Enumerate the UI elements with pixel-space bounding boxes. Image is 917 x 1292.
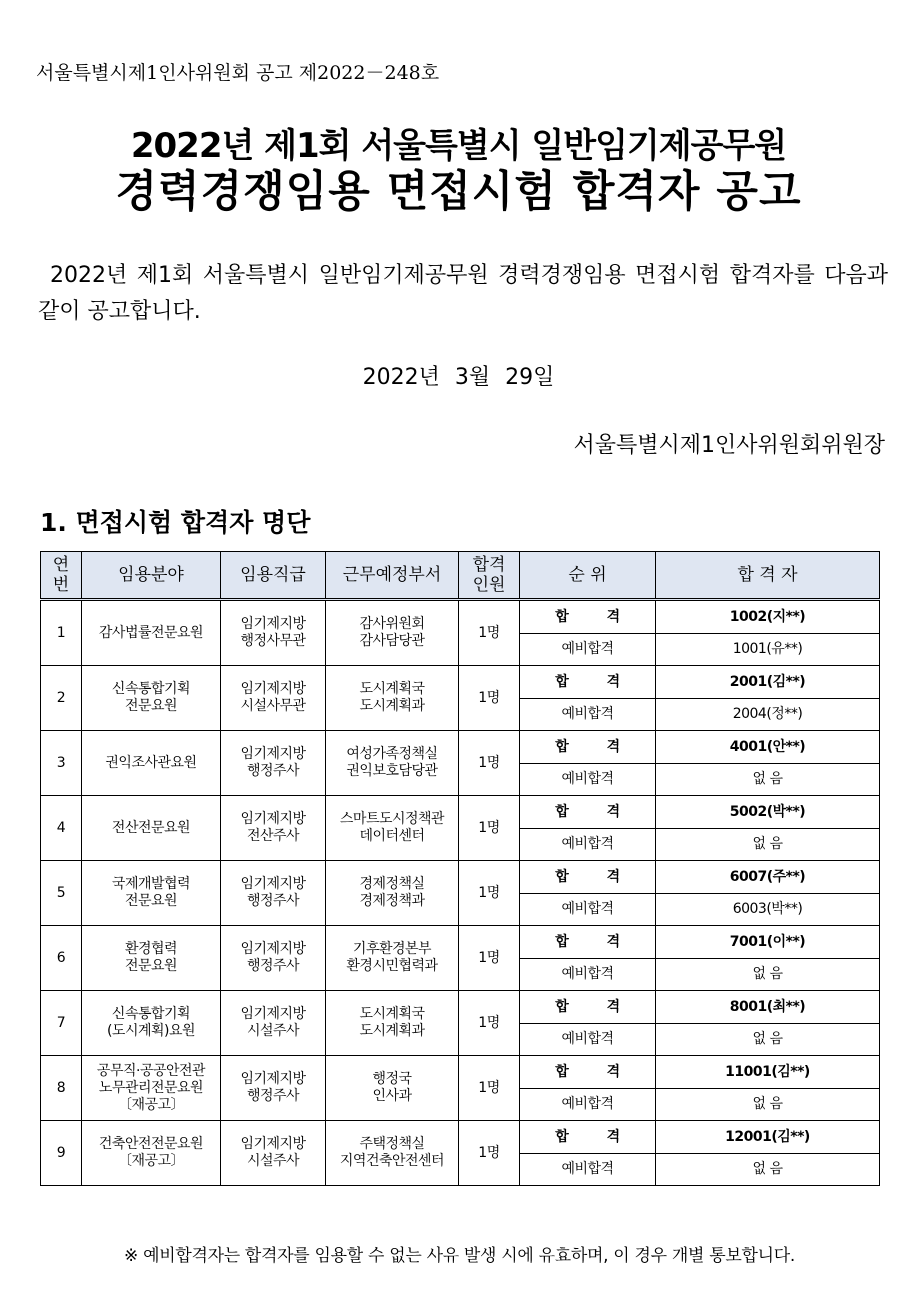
dept-line2: 도시계획과 bbox=[359, 1023, 425, 1039]
field-cell bbox=[82, 600, 221, 666]
table-row bbox=[41, 796, 880, 829]
grade-line2: 행정주사 bbox=[246, 1088, 300, 1104]
table-row bbox=[41, 991, 880, 1024]
dept-line1: 행정국 bbox=[372, 1071, 412, 1087]
count-cell: 1명 bbox=[459, 926, 520, 991]
dept-line1: 경제정책실 bbox=[359, 876, 425, 892]
table-row bbox=[41, 1121, 880, 1154]
field-cell bbox=[82, 926, 221, 991]
passer-name: 8001(최**) bbox=[656, 991, 880, 1024]
reannounce-tag: 〔재공고〕 bbox=[117, 1153, 185, 1169]
footnote: ※ 예비합격자는 합격자를 임용할 수 없는 사유 발생 시에 유효하며, 이 경우 개별 통보합니다. bbox=[124, 1246, 795, 1266]
dept-line2: 환경시민협력과 bbox=[346, 958, 438, 974]
dept-cell bbox=[326, 666, 459, 731]
dept-line2: 경제정책과 bbox=[359, 893, 425, 909]
dept-line2: 감사담당관 bbox=[359, 633, 425, 649]
rank-pass-label: 합 격 bbox=[520, 1056, 656, 1089]
field-cell bbox=[82, 861, 221, 926]
grade-line2: 행정주사 bbox=[246, 958, 300, 974]
passer-name: 2001(김**) bbox=[656, 666, 880, 699]
field-line2: 전문요원 bbox=[124, 958, 178, 974]
table-header-row bbox=[41, 552, 880, 600]
rank-reserve-label: 예비합격 bbox=[520, 894, 656, 926]
row-number: 7 bbox=[41, 991, 82, 1056]
passer-name: 1002(지**) bbox=[656, 600, 880, 634]
intro-paragraph: 2022년 제1회 서울특별시 일반임기제공무원 경력경쟁임용 면접시험 합격자를 다음과 같이 공고합니다. bbox=[38, 263, 888, 324]
rank-pass-label: 합 격 bbox=[520, 600, 656, 634]
rank-reserve-label: 예비합격 bbox=[520, 959, 656, 991]
dept-cell bbox=[326, 796, 459, 861]
grade-line1: 임기제지방 bbox=[240, 681, 306, 697]
grade-line1: 임기제지방 bbox=[240, 616, 306, 632]
field-line2: 전문요원 bbox=[124, 698, 178, 714]
field-line1: 감사법률전문요원 bbox=[98, 624, 204, 641]
rank-pass-label: 합 격 bbox=[520, 926, 656, 959]
grade-line2: 행정주사 bbox=[246, 893, 300, 909]
count-cell: 1명 bbox=[459, 731, 520, 796]
dept-line1: 스마트도시정책관 bbox=[339, 811, 445, 827]
row-number: 9 bbox=[41, 1121, 82, 1186]
dept-cell bbox=[326, 861, 459, 926]
field-cell bbox=[82, 796, 221, 861]
row-number: 8 bbox=[41, 1056, 82, 1121]
dept-line1: 도시계획국 bbox=[359, 681, 425, 697]
count-cell: 1명 bbox=[459, 1056, 520, 1121]
dept-line1: 여성가족정책실 bbox=[346, 746, 438, 762]
grade-line2: 시설사무관 bbox=[240, 698, 306, 714]
dept-line1: 도시계획국 bbox=[359, 1006, 425, 1022]
rank-pass-label: 합 격 bbox=[520, 731, 656, 764]
field-cell bbox=[82, 666, 221, 731]
passer-table bbox=[40, 551, 880, 1186]
reserve-name: 없 음 bbox=[656, 1089, 880, 1121]
reserve-name: 없 음 bbox=[656, 959, 880, 991]
count-cell: 1명 bbox=[459, 991, 520, 1056]
rank-reserve-label: 예비합격 bbox=[520, 1154, 656, 1186]
grade-line2: 행정사무관 bbox=[240, 633, 306, 649]
grade-cell bbox=[221, 1121, 326, 1186]
passer-name: 5002(박**) bbox=[656, 796, 880, 829]
table-row bbox=[41, 731, 880, 764]
field-line1: 전산전문요원 bbox=[111, 819, 191, 836]
dept-line1: 기후환경본부 bbox=[352, 941, 432, 957]
grade-line1: 임기제지방 bbox=[240, 746, 306, 762]
title-line-2: 경력경쟁임용 면접시험 합격자 공고 bbox=[115, 167, 802, 217]
count-cell: 1명 bbox=[459, 666, 520, 731]
table-row bbox=[41, 1056, 880, 1089]
dept-line2: 데이터센터 bbox=[359, 828, 425, 844]
table-row bbox=[41, 666, 880, 699]
field-line1: 권익조사관요원 bbox=[105, 754, 197, 771]
grade-line1: 임기제지방 bbox=[240, 811, 306, 827]
dept-cell bbox=[326, 991, 459, 1056]
rank-pass-label: 합 격 bbox=[520, 861, 656, 894]
field-line1: 신속통합기획 bbox=[111, 1006, 191, 1022]
field-cell bbox=[82, 1056, 221, 1121]
grade-line2: 시설주사 bbox=[246, 1153, 300, 1169]
header-rank: 순 위 bbox=[520, 552, 656, 600]
dept-cell bbox=[326, 731, 459, 796]
count-cell: 1명 bbox=[459, 1121, 520, 1186]
passer-name: 6007(주**) bbox=[656, 861, 880, 894]
grade-cell bbox=[221, 926, 326, 991]
reserve-name: 2004(정**) bbox=[656, 699, 880, 731]
table-row bbox=[41, 861, 880, 894]
grade-cell bbox=[221, 666, 326, 731]
count-cell: 1명 bbox=[459, 600, 520, 666]
count-cell: 1명 bbox=[459, 861, 520, 926]
field-line1: 국제개발협력 bbox=[111, 876, 191, 892]
grade-line1: 임기제지방 bbox=[240, 1071, 306, 1087]
header-dept: 근무예정부서 bbox=[326, 552, 459, 600]
row-number: 5 bbox=[41, 861, 82, 926]
grade-cell bbox=[221, 796, 326, 861]
field-line2: 노무관리전문요원 bbox=[98, 1079, 204, 1096]
field-line1: 건축안전전문요원 bbox=[98, 1136, 204, 1152]
grade-cell bbox=[221, 1056, 326, 1121]
dept-line2: 지역건축안전센터 bbox=[339, 1153, 445, 1169]
dept-line1: 주택정책실 bbox=[359, 1136, 425, 1152]
dept-cell bbox=[326, 1056, 459, 1121]
dept-cell bbox=[326, 926, 459, 991]
header-field: 임용분야 bbox=[82, 552, 221, 600]
header-grade: 임용직급 bbox=[221, 552, 326, 600]
header-count: 합격 인원 bbox=[459, 552, 520, 600]
reserve-name: 없 음 bbox=[656, 1154, 880, 1186]
field-line1: 환경협력 bbox=[124, 941, 178, 957]
reserve-name: 없 음 bbox=[656, 1024, 880, 1056]
reserve-name: 6003(박**) bbox=[656, 894, 880, 926]
table-row bbox=[41, 600, 880, 634]
rank-reserve-label: 예비합격 bbox=[520, 699, 656, 731]
reserve-name: 없 음 bbox=[656, 764, 880, 796]
grade-line2: 행정주사 bbox=[246, 763, 300, 779]
field-cell bbox=[82, 991, 221, 1056]
rank-pass-label: 합 격 bbox=[520, 796, 656, 829]
table-row bbox=[41, 926, 880, 959]
row-number: 1 bbox=[41, 600, 82, 666]
passer-name: 12001(김**) bbox=[656, 1121, 880, 1154]
dept-line2: 권익보호담당관 bbox=[346, 763, 438, 779]
dept-line1: 감사위원회 bbox=[359, 616, 425, 632]
rank-reserve-label: 예비합격 bbox=[520, 764, 656, 796]
grade-line1: 임기제지방 bbox=[240, 876, 306, 892]
notice-number: 서울특별시제1인사위원회 공고 제2022－248호 bbox=[36, 62, 440, 84]
header-no: 연 번 bbox=[41, 552, 82, 600]
grade-line2: 전산주사 bbox=[246, 828, 300, 844]
row-number: 3 bbox=[41, 731, 82, 796]
grade-cell bbox=[221, 731, 326, 796]
dept-line2: 도시계획과 bbox=[359, 698, 425, 714]
dept-line2: 인사과 bbox=[372, 1088, 412, 1104]
rank-reserve-label: 예비합격 bbox=[520, 634, 656, 666]
rank-pass-label: 합 격 bbox=[520, 666, 656, 699]
grade-line1: 임기제지방 bbox=[240, 941, 306, 957]
rank-reserve-label: 예비합격 bbox=[520, 1024, 656, 1056]
header-passer: 합 격 자 bbox=[656, 552, 880, 600]
grade-cell bbox=[221, 600, 326, 666]
grade-cell bbox=[221, 991, 326, 1056]
field-cell bbox=[82, 731, 221, 796]
reserve-name: 1001(유**) bbox=[656, 634, 880, 666]
rank-pass-label: 합 격 bbox=[520, 1121, 656, 1154]
field-line1: 공무직·공공안전관 bbox=[96, 1062, 206, 1079]
passer-name: 11001(김**) bbox=[656, 1056, 880, 1089]
grade-line1: 임기제지방 bbox=[240, 1006, 306, 1022]
grade-cell bbox=[221, 861, 326, 926]
row-number: 6 bbox=[41, 926, 82, 991]
grade-line1: 임기제지방 bbox=[240, 1136, 306, 1152]
passer-name: 4001(안**) bbox=[656, 731, 880, 764]
title-line-1: 2022년 제1회 서울특별시 일반임기제공무원 bbox=[130, 126, 787, 166]
row-number: 4 bbox=[41, 796, 82, 861]
rank-pass-label: 합 격 bbox=[520, 991, 656, 1024]
passer-name: 7001(이**) bbox=[656, 926, 880, 959]
count-cell: 1명 bbox=[459, 796, 520, 861]
field-cell bbox=[82, 1121, 221, 1186]
field-line2: (도시계획)요원 bbox=[106, 1023, 196, 1039]
section-title: 1. 면접시험 합격자 명단 bbox=[40, 508, 311, 537]
field-line1: 신속통합기획 bbox=[111, 681, 191, 697]
grade-line2: 시설주사 bbox=[246, 1023, 300, 1039]
rank-reserve-label: 예비합격 bbox=[520, 829, 656, 861]
field-line2: 전문요원 bbox=[124, 893, 178, 909]
reserve-name: 없 음 bbox=[656, 829, 880, 861]
issuer: 서울특별시제1인사위원회위원장 bbox=[573, 433, 885, 458]
rank-reserve-label: 예비합격 bbox=[520, 1089, 656, 1121]
dept-cell bbox=[326, 1121, 459, 1186]
announcement-date: 2022년 3월 29일 bbox=[362, 365, 555, 390]
dept-cell bbox=[326, 600, 459, 666]
row-number: 2 bbox=[41, 666, 82, 731]
reannounce-tag: 〔재공고〕 bbox=[117, 1096, 185, 1113]
